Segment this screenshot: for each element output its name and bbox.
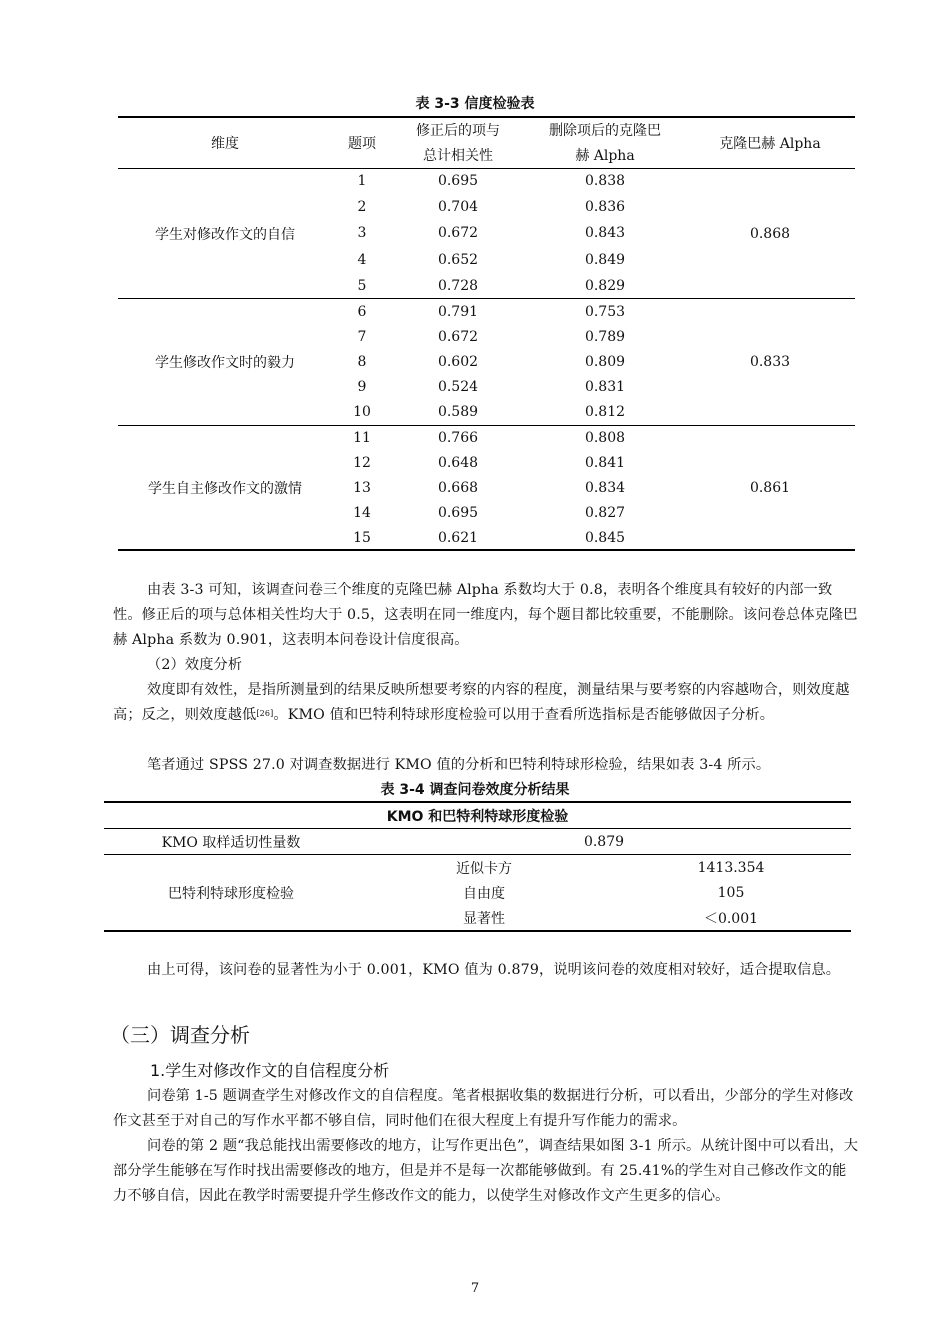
item-number: 1 xyxy=(357,173,367,189)
alpha-if-deleted: 0.827 xyxy=(584,505,626,521)
section-heading-survey-analysis: （三）调查分析 xyxy=(110,1023,250,1047)
table-3-4-header: KMO 和巴特利特球形度检验 xyxy=(386,809,569,825)
header-alpha-if-deleted-line2: 赫 Alpha xyxy=(575,148,635,164)
bartlett-stat-value: ＜0.001 xyxy=(703,911,759,927)
alpha-if-deleted: 0.753 xyxy=(584,304,626,320)
paragraph-spss-method: 笔者通过 SPSS 27.0 对调查数据进行 KMO 值的分析和巴特利特球形检验，结果如表 3-4 所示。 xyxy=(147,757,771,773)
bartlett-stat-value: 105 xyxy=(717,885,745,901)
dimension-label: 学生自主修改作文的激情 xyxy=(148,481,302,497)
alpha-if-deleted: 0.836 xyxy=(584,199,626,215)
header-cronbach-alpha: 克隆巴赫 Alpha xyxy=(719,136,821,152)
item-number: 5 xyxy=(357,278,367,294)
item-number: 7 xyxy=(357,329,367,345)
table-3-4-top-rule xyxy=(104,801,851,803)
item-number: 13 xyxy=(353,480,371,496)
alpha-if-deleted: 0.845 xyxy=(584,530,626,546)
table-3-3-top-rule xyxy=(118,116,855,118)
corrected-correlation: 0.672 xyxy=(437,225,479,241)
header-alpha-if-deleted-line1: 删除项后的克隆巴 xyxy=(549,123,661,139)
bartlett-stat-label: 显著性 xyxy=(463,911,505,927)
bartlett-stat-label: 近似卡方 xyxy=(456,861,512,877)
citation-ref[interactable]: [26] xyxy=(256,709,274,718)
dimension-alpha: 0.861 xyxy=(749,480,791,496)
bartlett-stat-value: 1413.354 xyxy=(697,860,765,876)
corrected-correlation: 0.766 xyxy=(437,430,479,446)
alpha-if-deleted: 0.789 xyxy=(584,329,626,345)
corrected-correlation: 0.728 xyxy=(437,278,479,294)
item-number: 2 xyxy=(357,199,367,215)
alpha-if-deleted: 0.849 xyxy=(584,252,626,268)
corrected-correlation: 0.668 xyxy=(437,480,479,496)
group-separator-rule xyxy=(118,298,855,299)
table-3-3-header-rule xyxy=(118,168,855,169)
dimension-alpha: 0.868 xyxy=(749,226,791,242)
corrected-correlation: 0.621 xyxy=(437,530,479,546)
kmo-label: KMO 取样适切性量数 xyxy=(161,835,301,851)
table-3-4-caption: 表 3-4 调查问卷效度分析结果 xyxy=(380,782,570,798)
paragraph-validity-conclusion: 由上可得，该问卷的显著性为小于 0.001，KMO 值为 0.879，说明该问卷的效度相对较好，适合提取信息。 xyxy=(147,962,841,978)
item-number: 9 xyxy=(357,379,367,395)
item-number: 3 xyxy=(357,225,367,241)
dimension-label: 学生对修改作文的自信 xyxy=(155,227,295,243)
corrected-correlation: 0.791 xyxy=(437,304,479,320)
corrected-correlation: 0.589 xyxy=(437,404,479,420)
dimension-alpha: 0.833 xyxy=(749,354,791,370)
paragraph-validity-definition: 效度即有效性，是指所测量到的结果反映所想要考察的内容的程度，测量结果与要考察的内容越吻合，则效度越高；反之，则效度越低[26]。KMO 值和巴特利特球形度检验可以用于查看所选指标是否能够做因子分析。 xyxy=(113,682,850,723)
header-corrected-correlation-line1: 修正后的项与 xyxy=(416,123,500,139)
corrected-correlation: 0.695 xyxy=(437,173,479,189)
corrected-correlation: 0.602 xyxy=(437,354,479,370)
item-number: 12 xyxy=(353,455,371,471)
paragraph-reliability-summary: 由表 3-3 可知，该调查问卷三个维度的克隆巴赫 Alpha 系数均大于 0.8，表明各个维度具有较好的内部一致性。修正后的项与总体相关性均大于 0.5，这表明在同一维度内，每个题目都比较重要，不能删除。该问卷总体克隆巴赫 Alpha 系数为 0.901，这表明本问卷设计信度很高。 xyxy=(113,582,858,648)
table-3-3-bottom-rule xyxy=(118,549,855,551)
alpha-if-deleted: 0.841 xyxy=(584,455,626,471)
item-number: 11 xyxy=(353,430,371,446)
item-number: 4 xyxy=(357,252,367,268)
table-3-4-bottom-rule xyxy=(104,930,851,932)
bartlett-label: 巴特利特球形度检验 xyxy=(168,886,294,902)
alpha-if-deleted: 0.838 xyxy=(584,173,626,189)
dimension-label: 学生修改作文时的毅力 xyxy=(155,355,295,371)
alpha-if-deleted: 0.809 xyxy=(584,354,626,370)
item-number: 10 xyxy=(353,404,371,420)
alpha-if-deleted: 0.808 xyxy=(584,430,626,446)
alpha-if-deleted: 0.834 xyxy=(584,480,626,496)
alpha-if-deleted: 0.843 xyxy=(584,225,626,241)
kmo-value: 0.879 xyxy=(583,834,625,850)
alpha-if-deleted: 0.812 xyxy=(584,404,626,420)
subsection-heading-confidence: 1.学生对修改作文的自信程度分析 xyxy=(150,1061,390,1080)
item-number: 8 xyxy=(357,354,367,370)
table-3-3-caption: 表 3-3 信度检验表 xyxy=(415,96,535,112)
item-number: 14 xyxy=(353,505,371,521)
item-number: 6 xyxy=(357,304,367,320)
alpha-if-deleted: 0.831 xyxy=(584,379,626,395)
corrected-correlation: 0.524 xyxy=(437,379,479,395)
paragraph-confidence-overview: 问卷第 1-5 题调查学生对修改作文的自信程度。笔者根据收集的数据进行分析，可以看出，少部分的学生对修改作文甚至于对自己的写作水平都不够自信，同时他们在很大程度上有提升写作能力的需求。 xyxy=(113,1088,854,1129)
alpha-if-deleted: 0.829 xyxy=(584,278,626,294)
subheading-validity-analysis: （2）效度分析 xyxy=(147,657,243,673)
header-dimension: 维度 xyxy=(211,136,239,152)
corrected-correlation: 0.672 xyxy=(437,329,479,345)
corrected-correlation: 0.648 xyxy=(437,455,479,471)
table-3-4-header-rule xyxy=(104,828,851,829)
item-number: 15 xyxy=(353,530,371,546)
corrected-correlation: 0.652 xyxy=(437,252,479,268)
header-item: 题项 xyxy=(348,136,376,152)
corrected-correlation: 0.695 xyxy=(437,505,479,521)
group-separator-rule xyxy=(118,425,855,426)
paragraph-question-2-result: 问卷的第 2 题“我总能找出需要修改的地方，让写作更出色”，调查结果如图 3-1 所示。从统计图中可以看出，大部分学生能够在写作时找出需要修改的地方，但是并不是每一次都能够做到。有 25.41%的学生对自己修改作文的能力不够自信，因此在教学时需要提升学生修改作文的能力，以使学生对修改作文产生更多的信心。 xyxy=(113,1138,859,1204)
bartlett-stat-label: 自由度 xyxy=(463,886,505,902)
page-number: 7 xyxy=(470,1281,480,1296)
table-3-4-row-rule xyxy=(104,854,851,855)
corrected-correlation: 0.704 xyxy=(437,199,479,215)
header-corrected-correlation-line2: 总计相关性 xyxy=(423,148,493,164)
